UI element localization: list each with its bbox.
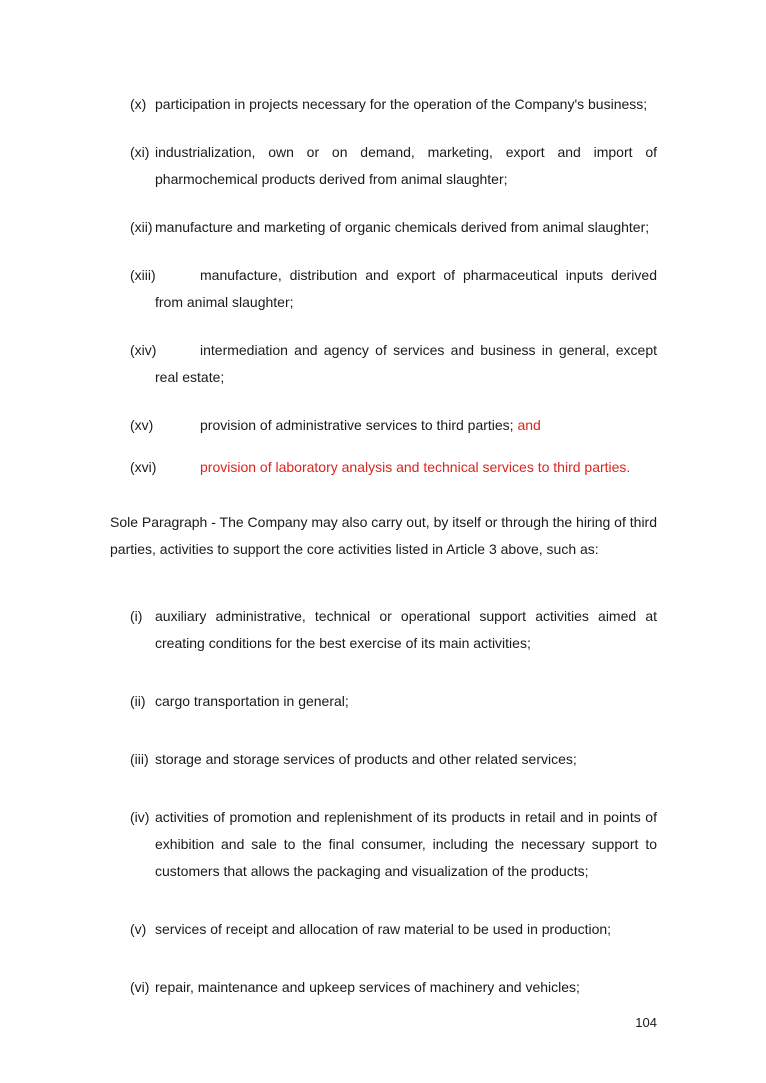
list-item-vi [130, 974, 657, 1001]
list-item-text: provision of administrative services to third parties; [200, 417, 514, 433]
list-marker: (xi) [130, 144, 150, 160]
list-item-text: repair, maintenance and upkeep services of machinery and vehicles; [155, 979, 580, 995]
list-item-text: services of receipt and allocation of raw material to be used in production; [155, 921, 612, 937]
list-item-iii [130, 746, 657, 773]
list-item-xi [130, 139, 657, 193]
list-item-v [130, 916, 657, 943]
list-marker: (ii) [130, 693, 146, 709]
list-marker: (xv) [130, 417, 154, 433]
list-item-ii [130, 688, 657, 715]
sole-paragraph: Sole Paragraph - The Company may also carry out, by itself or through the hiring of third parties, activities to support the core activities listed in Article 3 above, such as: [110, 514, 657, 557]
list-item-xii [130, 214, 657, 241]
list-item-text: storage and storage services of products and other related services; [155, 751, 577, 767]
list-item-i [130, 603, 657, 657]
list-marker: (xiv) [130, 342, 157, 358]
list-marker: (i) [130, 608, 143, 624]
list-marker: (xiii) [130, 267, 156, 283]
list-item-text: auxiliary administrative, technical or operational support activities aimed at creating conditions for the best exercise of its main activities; [155, 608, 657, 651]
list-item-iv [130, 804, 657, 885]
list-marker: (v) [130, 921, 147, 937]
list-item-text: manufacture and marketing of organic chemicals derived from animal slaughter; [155, 219, 650, 235]
list-item-text: manufacture, distribution and export of pharmaceutical inputs derived from animal slaughter; [155, 267, 657, 310]
support-activities-list [110, 603, 657, 1001]
list-marker: (vi) [130, 979, 150, 995]
list-marker: (x) [130, 96, 147, 112]
list-marker: (iii) [130, 751, 149, 767]
list-marker: (xii) [130, 219, 153, 235]
list-item-xiii [130, 262, 657, 316]
list-item-text: cargo transportation in general; [155, 693, 349, 709]
page-number: 104 [635, 1015, 657, 1030]
list-item-xvi [130, 454, 657, 481]
list-item-text-red: provision of laboratory analysis and technical services to third parties. [200, 459, 631, 475]
list-marker: (xvi) [130, 459, 157, 475]
list-marker: (iv) [130, 809, 150, 825]
list-item-xiv [130, 337, 657, 391]
list-item-x [130, 91, 657, 118]
list-item-text-red: and [513, 417, 541, 433]
list-item-text: intermediation and agency of services and business in general, except real estate; [155, 342, 657, 385]
list-item-xv [130, 412, 657, 439]
list-item-text: participation in projects necessary for the operation of the Company's business; [155, 96, 648, 112]
clauses-list [110, 91, 657, 481]
list-item-text: industrialization, own or on demand, marketing, export and import of pharmochemical products derived from animal slaughter; [155, 144, 657, 187]
list-item-text: activities of promotion and replenishment of its products in retail and in points of exhibition and sale to the final consumer, including the necessary support to customers that allows the packaging and visualization of the products; [155, 809, 657, 879]
